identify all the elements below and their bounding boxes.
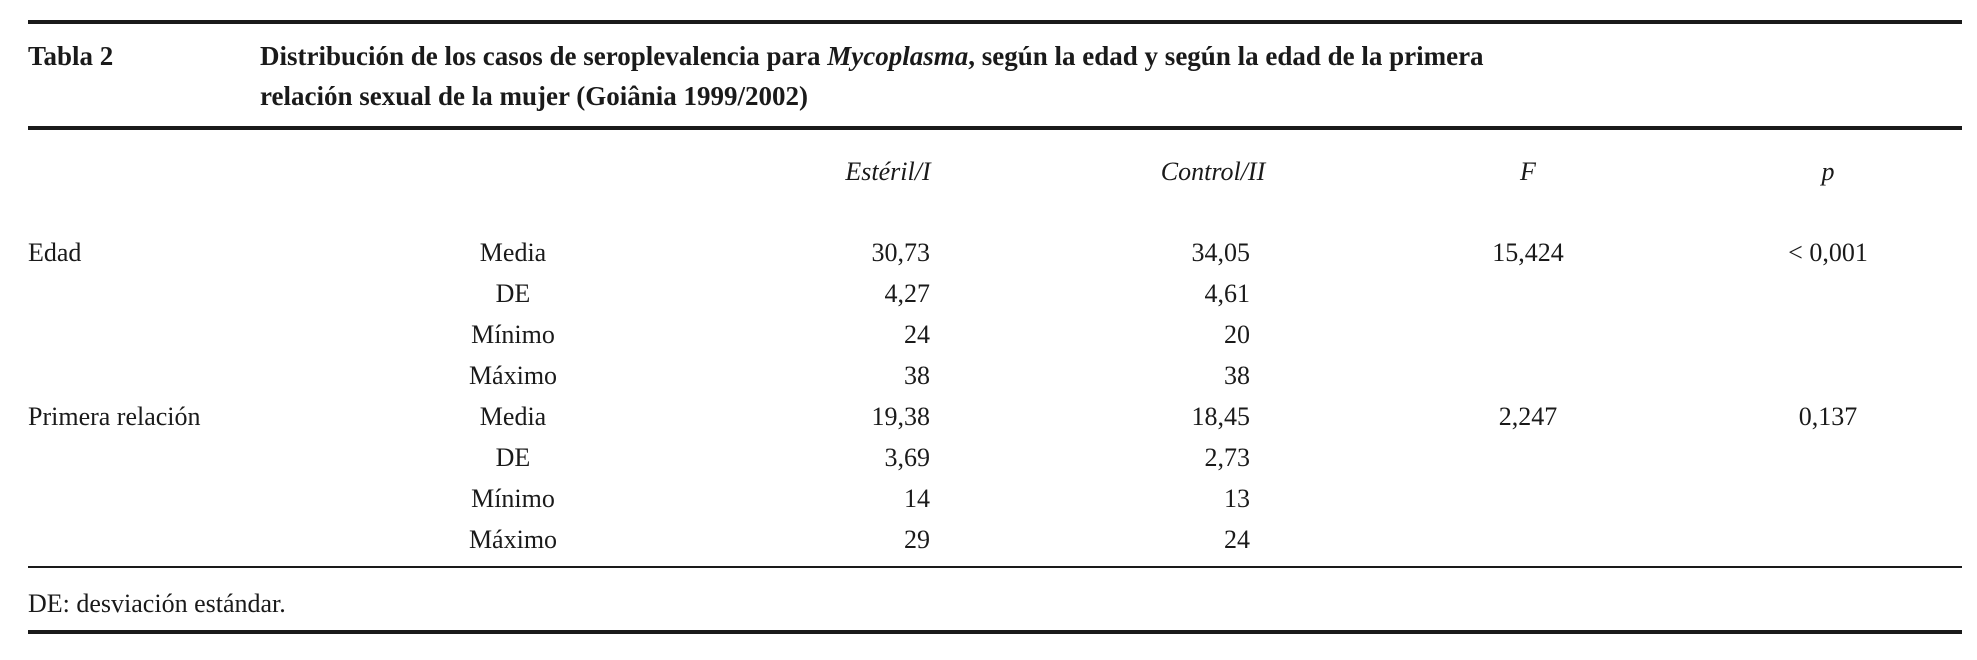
footer-rule (28, 630, 1962, 634)
top-rule (28, 20, 1962, 24)
bottom-table-rule (28, 566, 1962, 568)
stat-label: Mínimo (471, 320, 555, 349)
f-value-edad: 15,424 (1492, 238, 1564, 267)
table-caption (28, 36, 1962, 116)
esteril-value: 38 (904, 361, 930, 390)
esteril-value: 30,73 (871, 238, 930, 267)
control-value: 20 (1224, 320, 1250, 349)
control-value: 4,61 (1204, 279, 1250, 308)
control-value: 24 (1224, 525, 1250, 554)
esteril-value: 24 (904, 320, 930, 349)
stat-label: DE (495, 279, 531, 308)
group-label-primera-relacion: Primera relación (28, 402, 201, 431)
title-text-part2: , según la edad y según la edad de la primera (968, 41, 1484, 71)
esteril-value: 4,27 (884, 279, 930, 308)
col-header-f: F (1520, 157, 1536, 186)
title-text-part1: Distribución de los casos de seroplevalencia para (260, 41, 828, 71)
control-value: 2,73 (1204, 443, 1250, 472)
p-value-edad: < 0,001 (1788, 238, 1868, 267)
col-header-p: p (1821, 157, 1835, 186)
stat-label: Mínimo (471, 484, 555, 513)
table-label: Tabla 2 (28, 41, 114, 71)
title-genus: Mycoplasma (827, 41, 969, 71)
control-value: 13 (1224, 484, 1250, 513)
group-label-edad: Edad (28, 238, 82, 267)
table-footnote: DE: desviación estándar. (28, 589, 286, 618)
control-value: 18,45 (1191, 402, 1250, 431)
stat-label: Máximo (468, 525, 558, 554)
control-value: 34,05 (1191, 238, 1250, 267)
col-header-control: Control/II (1160, 157, 1266, 186)
title-text-line2: relación sexual de la mujer (Goiânia 1999/2002) (260, 81, 808, 111)
esteril-value: 3,69 (884, 443, 930, 472)
p-value-primera-relacion: 0,137 (1798, 402, 1858, 431)
col-header-esteril: Estéril/I (845, 157, 931, 186)
control-value: 38 (1224, 361, 1250, 390)
header-rule (28, 126, 1962, 130)
stat-label: DE (495, 443, 531, 472)
esteril-value: 29 (904, 525, 930, 554)
esteril-value: 14 (904, 484, 930, 513)
table-title (260, 36, 1960, 116)
stat-label: Media (479, 402, 547, 431)
stat-label: Media (479, 238, 547, 267)
esteril-value: 19,38 (871, 402, 930, 431)
stat-label: Máximo (468, 361, 558, 390)
f-value-primera-relacion: 2,247 (1498, 402, 1558, 431)
table-page (28, 0, 1962, 660)
